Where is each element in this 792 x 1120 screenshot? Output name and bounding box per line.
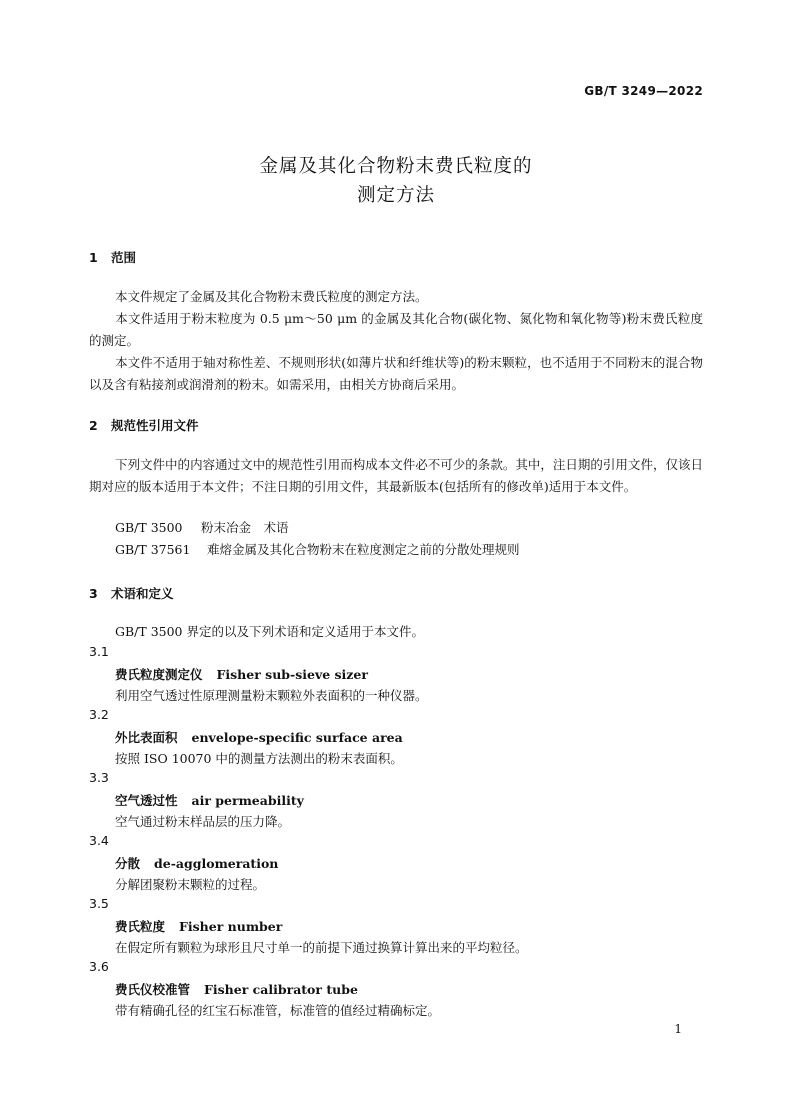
term-definition: 利用空气透过性原理测量粉末颗粒外表面积的一种仪器。 (115, 688, 428, 703)
term-number: 3.1 (89, 644, 109, 659)
term-zh: 费氏粒度 (115, 919, 166, 934)
paragraph: 本文件适用于粉末粒度为 0.5 μm～50 μm 的金属及其化合物(碳化物、氮化物和氧化物等)粉末费氏粒度的测定。 (89, 311, 703, 348)
term-definition: 在假定所有颗粒为球形且尺寸单一的前提下通过换算计算出来的平均粒径。 (115, 940, 528, 955)
term-entry (115, 854, 278, 872)
term-zh: 外比表面积 (115, 730, 178, 745)
term-number: 3.5 (89, 896, 109, 911)
term-definition: 带有精确孔径的红宝石标准管，标准管的值经过精确标定。 (115, 1003, 441, 1018)
term-entry (115, 980, 358, 998)
term-zh: 分散 (115, 856, 141, 871)
term-entry (115, 728, 403, 746)
term-definition: 空气通过粉末样品层的压力降。 (115, 814, 291, 829)
section-number: 1 (89, 250, 98, 265)
term-entry (115, 917, 282, 935)
reference-title: 粉末冶金 术语 (201, 520, 289, 535)
section-heading-terms-definitions (89, 584, 174, 602)
term-zh: 费氏仪校准管 (115, 982, 191, 997)
document-title-line1: 金属及其化合物粉末费氏粒度的 (259, 156, 533, 177)
term-en: air permeability (191, 793, 304, 808)
term-definition: 分解团聚粉末颗粒的过程。 (115, 877, 266, 892)
section-heading-normative-references (89, 416, 199, 434)
section-title: 规范性引用文件 (111, 418, 199, 433)
paragraph: GB/T 3500 界定的以及下列术语和定义适用于本文件。 (115, 624, 424, 639)
document-title-line2: 测定方法 (356, 185, 435, 206)
term-en: Fisher number (179, 919, 283, 934)
section-title: 范围 (111, 250, 137, 265)
term-entry (115, 791, 304, 809)
paragraph: 本文件不适用于轴对称性差、不规则形状(如薄片状和纤维状等)的粉末颗粒，也不适用于不同粉末的混合物以及含有粘接剂或润滑剂的粉末。如需采用，由相关方协商后采用。 (89, 355, 703, 392)
section-number: 3 (89, 586, 98, 601)
term-number: 3.3 (89, 770, 109, 785)
term-number: 3.2 (89, 707, 109, 722)
term-zh: 费氏粒度测定仪 (115, 667, 203, 682)
term-en: de-agglomeration (154, 856, 279, 871)
term-number: 3.6 (89, 959, 109, 974)
paragraph: 下列文件中的内容通过文中的规范性引用而构成本文件必不可少的条款。其中，注日期的引用文件，仅该日期对应的版本适用于本文件；不注日期的引用文件，其最新版本(包括所有的修改单)适用于本文件。 (89, 457, 703, 494)
page-number: 1 (674, 1022, 682, 1036)
term-en: Fisher calibrator tube (204, 982, 358, 997)
reference-item (115, 540, 520, 558)
term-zh: 空气透过性 (115, 793, 178, 808)
term-number: 3.4 (89, 833, 109, 848)
section-heading-scope (89, 248, 136, 266)
paragraph: 本文件规定了金属及其化合物粉末费氏粒度的测定方法。 (115, 289, 428, 304)
section-title: 术语和定义 (111, 586, 174, 601)
reference-code: GB/T 37561 (115, 542, 191, 557)
term-entry (115, 665, 368, 683)
reference-code: GB/T 3500 (115, 520, 183, 535)
section-number: 2 (89, 418, 98, 433)
reference-title: 难熔金属及其化合物粉末在粒度测定之前的分散处理规则 (207, 542, 520, 557)
term-en: Fisher sub-sieve sizer (216, 667, 368, 682)
reference-item (115, 518, 289, 536)
standard-code: GB/T 3249—2022 (584, 84, 703, 98)
term-en: envelope-specific surface area (191, 730, 403, 745)
term-definition: 按照 ISO 10070 中的测量方法测出的粉末表面积。 (115, 751, 403, 766)
